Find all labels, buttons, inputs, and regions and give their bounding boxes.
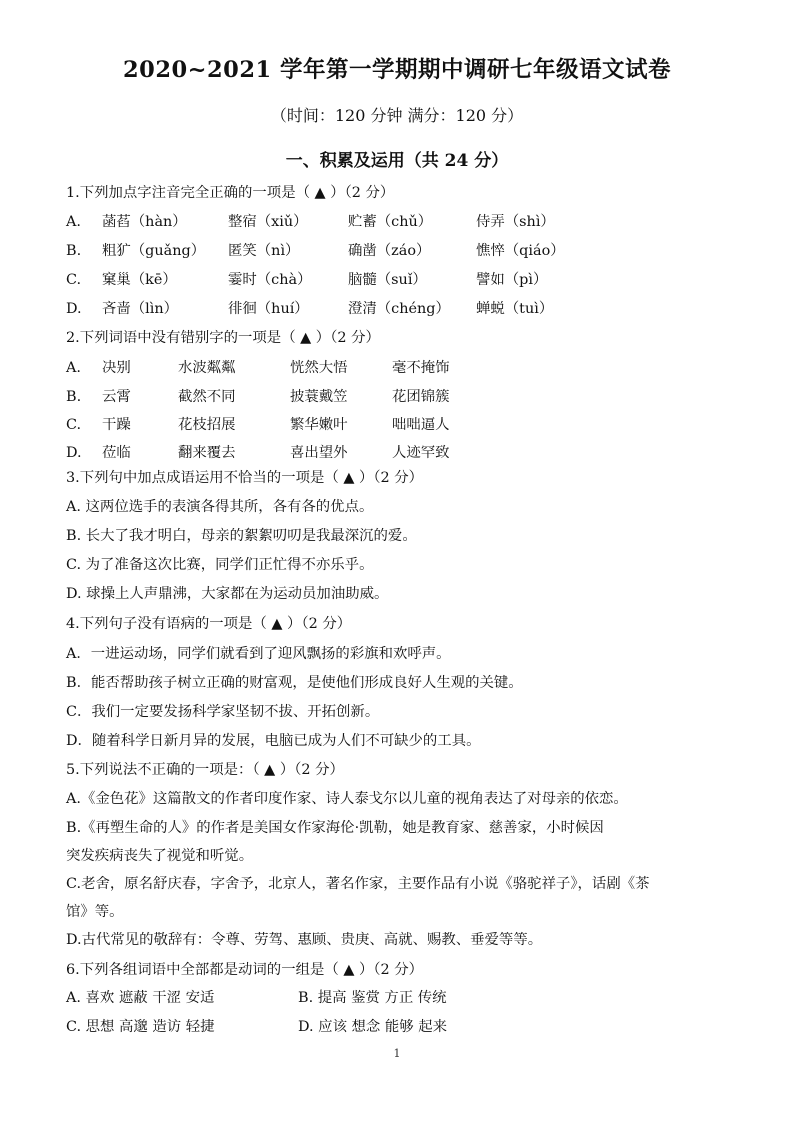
q2-row-3-col-4: 繁华嫩叶: [290, 417, 348, 433]
q1-row-4-col-5: 蝉蜕（tuì）: [476, 301, 554, 317]
question-5-line-4: C.老舍，原名舒庆春，字舍予，北京人，著名作家，主要作品有小说《骆驼祥子》，话剧《茶: [66, 876, 650, 892]
q2-row-3-col-5: 咄咄逼人: [392, 417, 450, 433]
question-5-line-3: 突发疾病丧失了视觉和听觉。: [66, 848, 254, 864]
question-3-stem: 3.下列句中加点成语运用不恰当的一项是（ ▲ ）（2 分）: [66, 470, 424, 486]
q1-row-2-col-1: B.: [66, 243, 82, 259]
question-1-stem: 1.下列加点字注音完全正确的一项是（ ▲ ）（2 分）: [66, 185, 395, 201]
question-4-stem: 4.下列句子没有语病的一项是（ ▲ ）（2 分）: [66, 616, 352, 632]
q2-row-1-col-4: 恍然大悟: [290, 360, 348, 376]
q6-row-1-col-2: B. 提高 鉴赏 方正 传统: [298, 990, 447, 1006]
question-2-stem: 2.下列词语中没有错别字的一项是（ ▲ ）（2 分）: [66, 330, 380, 346]
q1-row-1-col-1: A.: [66, 214, 81, 230]
q2-row-1-col-1: A.: [66, 360, 81, 376]
q1-row-1-col-2: 菡萏（hàn）: [102, 214, 187, 230]
question-4-option-c: C．我们一定要发扬科学家坚韧不拔、开拓创新。: [66, 704, 380, 720]
q2-row-4-col-5: 人迹罕致: [392, 445, 450, 461]
q1-row-4-col-3: 徘徊（huí）: [228, 301, 309, 317]
q2-row-3-col-1: C.: [66, 417, 82, 433]
question-5-line-2: B.《再塑生命的人》的作者是美国女作家海伦·凯勒，她是教育家、慈善家，小时候因: [66, 820, 604, 836]
page-number: 1: [393, 1047, 401, 1060]
q6-row-2-col-2: D. 应该 想念 能够 起来: [298, 1019, 448, 1035]
exam-title: 2020~2021 学年第一学期期中调研七年级语文试卷: [123, 57, 671, 83]
q2-row-2-col-1: B.: [66, 389, 82, 405]
q2-row-3-col-2: 干躁: [102, 417, 131, 433]
q1-row-3-col-1: C.: [66, 272, 82, 288]
q1-row-3-col-4: 脑髓（suǐ）: [348, 272, 427, 288]
section-title: 一、积累及运用（共 24 分）: [285, 151, 509, 171]
q2-row-1-col-3: 水波粼粼: [178, 360, 236, 376]
exam-subtitle: （时间：120 分钟 满分：120 分）: [270, 106, 524, 125]
question-4-option-a: A．一进运动场，同学们就看到了迎风飘扬的彩旗和欢呼声。: [66, 646, 451, 662]
q2-row-4-col-2: 莅临: [102, 445, 131, 461]
question-3-option-a: A. 这两位选手的表演各得其所，各有各的优点。: [66, 499, 374, 515]
q1-row-3-col-5: 譬如（pì）: [476, 272, 548, 288]
q2-row-3-col-3: 花枝招展: [178, 417, 236, 433]
q1-row-2-col-3: 匿笑（nì）: [228, 243, 300, 259]
q2-row-4-col-3: 翻来覆去: [178, 445, 236, 461]
question-4-option-d: D．随着科学日新月异的发展，电脑已成为人们不可缺少的工具。: [66, 733, 481, 749]
q1-row-1-col-3: 整宿（xiǔ）: [228, 214, 308, 230]
q1-row-1-col-4: 贮蓄（chǔ）: [348, 214, 433, 230]
q2-row-4-col-4: 喜出望外: [290, 445, 348, 461]
question-3-option-b: B. 长大了我才明白，母亲的絮絮叨叨是我最深沉的爱。: [66, 528, 417, 544]
q2-row-2-col-3: 截然不同: [178, 389, 236, 405]
question-3-option-d: D. 球操上人声鼎沸，大家都在为运动员加油助威。: [66, 586, 389, 602]
question-3-option-c: C. 为了准备这次比赛，同学们正忙得不亦乐乎。: [66, 557, 374, 573]
q1-row-2-col-5: 憔悴（qiáo）: [476, 243, 565, 259]
q6-row-1-col-1: A. 喜欢 遮蔽 干涩 安适: [66, 990, 215, 1006]
question-5-line-5: 馆》等。: [66, 904, 124, 920]
question-5-line-1: A.《金色花》这篇散文的作者印度作家、诗人泰戈尔以儿童的视角表达了对母亲的依恋。: [66, 791, 628, 807]
question-4-option-b: B．能否帮助孩子树立正确的财富观，是使他们形成良好人生观的关键。: [66, 675, 523, 691]
q1-row-2-col-4: 确凿（záo）: [348, 243, 431, 259]
q1-row-1-col-5: 侍弄（shì）: [476, 214, 555, 230]
q2-row-2-col-4: 披蓑戴笠: [290, 389, 348, 405]
q2-row-1-col-5: 毫不掩饰: [392, 360, 450, 376]
q2-row-1-col-2: 决别: [102, 360, 131, 376]
question-5-line-6: D.古代常见的敬辞有：令尊、劳驾、惠顾、贵庚、高就、赐教、垂爱等等。: [66, 932, 543, 948]
q6-row-2-col-1: C. 思想 高邈 造访 轻捷: [66, 1019, 215, 1035]
q1-row-4-col-2: 吝啬（lìn）: [102, 301, 179, 317]
q2-row-2-col-2: 云霄: [102, 389, 131, 405]
q1-row-3-col-2: 窠巢（kē）: [102, 272, 177, 288]
q2-row-4-col-1: D.: [66, 445, 82, 461]
q1-row-4-col-4: 澄清（chéng）: [348, 301, 450, 317]
q1-row-3-col-3: 霎时（chà）: [228, 272, 312, 288]
question-5-stem: 5.下列说法不正确的一项是：（ ▲ ）（2 分）: [66, 762, 344, 778]
question-6-stem: 6.下列各组词语中全部都是动词的一组是（ ▲ ）（2 分）: [66, 962, 424, 978]
q1-row-4-col-1: D.: [66, 301, 82, 317]
q1-row-2-col-2: 粗犷（guǎng）: [102, 243, 206, 259]
q2-row-2-col-5: 花团锦簇: [392, 389, 450, 405]
